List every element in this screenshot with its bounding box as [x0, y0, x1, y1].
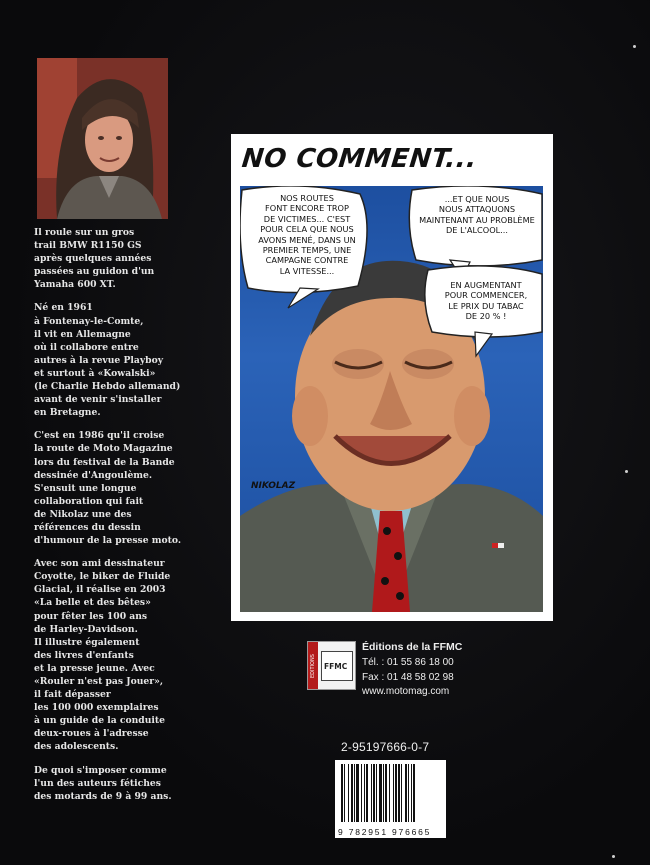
- logo-spine-text: EDITIONS: [310, 654, 316, 678]
- barcode-bar: [341, 764, 343, 822]
- bio-paragraph-2: Né en 1961 à Fontenay-le-Comte, il vit en Allemagne où il collabore entre autres à la revue Playboy et surtout à «Kowalski» (le Charlie Hebdo allemand) avant de venir s'installer en Bretagne.: [34, 302, 181, 419]
- barcode-bar: [393, 764, 394, 822]
- barcode-bar: [379, 764, 382, 822]
- barcode-bar: [413, 764, 415, 822]
- logo-mark: [321, 651, 353, 681]
- cartoon-title: NO COMMENT...: [240, 144, 479, 174]
- isbn: 2-95197666-0-7: [341, 740, 430, 754]
- bio-paragraph-3: C'est en 1986 qu'il croise la route de Moto Magazine lors du festival de la Bande dessinée d'Angoulème. S'ensuit une longue collaboration qui fait de Nikolaz une des références du dessin d'humour de la presse moto.: [34, 430, 182, 547]
- barcode-bar: [371, 764, 372, 822]
- barcode-digits: 9 782951 976665: [338, 827, 432, 837]
- publisher-tel: Tél. : 01 55 86 18 00: [362, 657, 454, 668]
- publisher-web[interactable]: www.motomag.com: [362, 686, 450, 697]
- barcode-bar: [354, 764, 355, 822]
- publisher-fax: Fax : 01 48 58 02 98: [362, 671, 454, 683]
- publisher-name: Éditions de la FFMC: [362, 641, 463, 653]
- speech-bubble-2: ...ET QUE NOUS NOUS ATTAQUONS MAINTENANT AU PROBLÈME DE L'ALCOOL...: [419, 194, 535, 236]
- barcode-bar: [405, 764, 407, 822]
- barcode-bar: [348, 764, 349, 822]
- barcode-bar: [356, 764, 359, 822]
- barcode-bars: [335, 760, 446, 826]
- author-bio: [34, 226, 209, 813]
- ffmc-logo: [307, 641, 356, 690]
- speech-bubble-3: EN AUGMENTANT POUR COMMENCER, LE PRIX DU TABAC DE 20 % !: [444, 280, 528, 322]
- barcode-bar: [401, 764, 402, 822]
- barcode-bar: [411, 764, 412, 822]
- barcode-bar: [383, 764, 384, 822]
- barcode-bar: [351, 764, 353, 822]
- dust-fleck: [625, 470, 628, 473]
- barcode-bar: [398, 764, 400, 822]
- bio-paragraph-5: De quoi s'imposer comme l'un des auteurs fétiches des motards de 9 à 99 ans.: [34, 764, 172, 802]
- artist-signature: NIKOLAZ: [251, 481, 296, 491]
- author-portrait-illustration: [37, 58, 168, 219]
- author-photo: [37, 58, 168, 219]
- dust-fleck: [633, 45, 636, 48]
- barcode-bar: [389, 764, 390, 822]
- logo-spine: [308, 642, 318, 689]
- logo-mark-text: FFMC: [324, 662, 348, 671]
- barcode-bar: [395, 764, 397, 822]
- barcode-bar: [376, 764, 377, 822]
- bio-paragraph-4: Avec son ami dessinateur Coyotte, le biker de Fluide Glacial, il réalise en 2003 «La belle et des bêtes» pour fêter les 100 ans de Harley-Davidson. Il illustre également des livres d'enfants et la presse jeune. Avec «Rouler n'est pas Jouer», il fait dépasser les 100 000 exemplaires à un guide de la conduite deux-roues à l'adresse des adolescents.: [34, 558, 171, 753]
- dust-fleck: [612, 855, 615, 858]
- barcode-bar: [364, 764, 365, 822]
- barcode-bar: [385, 764, 387, 822]
- barcode-bar: [408, 764, 409, 822]
- speech-bubble-1: NOS ROUTES FONT ENCORE TROP DE VICTIMES... C'EST POUR CELA QUE NOUS AVONS MENÉ, DANS UN PREMIER TEMPS, UNE CAMPAGNE CONTRE LA VITESSE...: [258, 193, 356, 276]
- barcode-bar: [361, 764, 362, 822]
- publisher-info: [362, 641, 462, 700]
- barcode-bar: [373, 764, 375, 822]
- barcode-bar: [344, 764, 345, 822]
- barcode-bar: [366, 764, 368, 822]
- bio-paragraph-1: Il roule sur un gros trail BMW R1150 GS après quelques années passées au guidon d'un Yamaha 600 XT.: [34, 227, 155, 291]
